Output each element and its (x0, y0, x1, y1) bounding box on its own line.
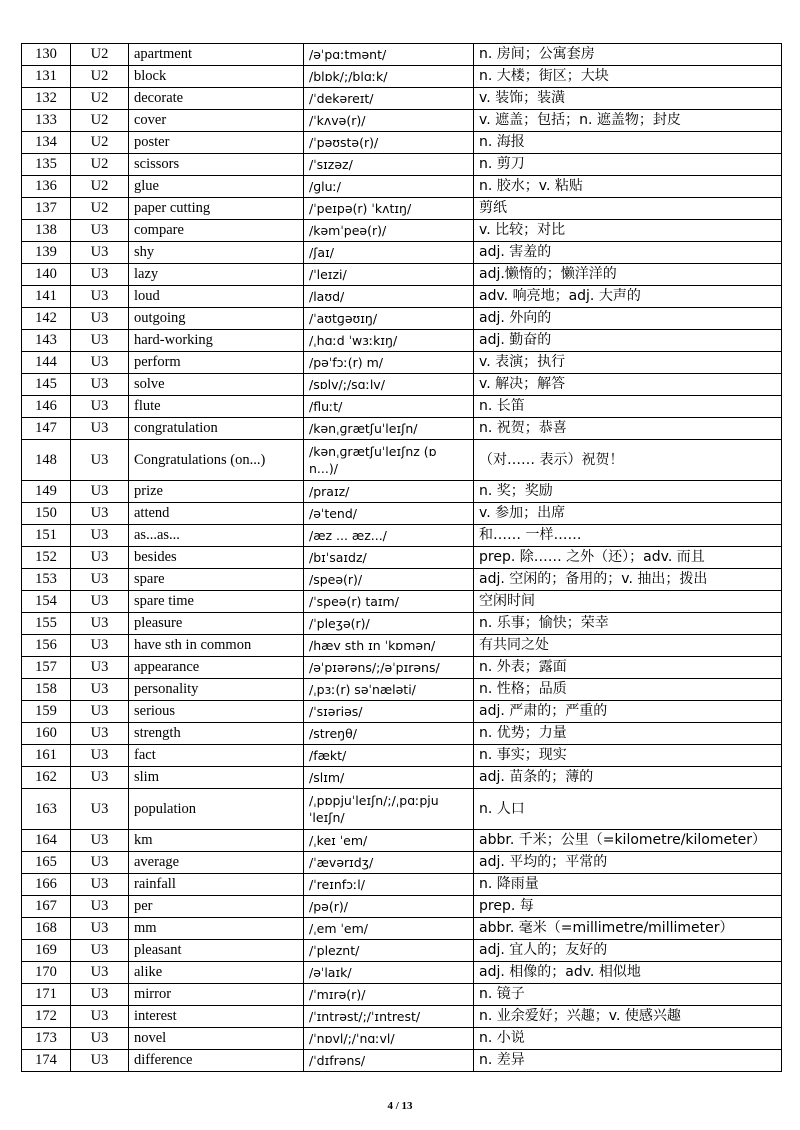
meaning: v. 比较；对比 (474, 220, 782, 242)
table-row (22, 701, 782, 723)
word: perform (129, 352, 304, 374)
table-row (22, 723, 782, 745)
pronunciation: /ˈpeɪpə(r) ˈkʌtɪŋ/ (304, 198, 474, 220)
word: slim (129, 767, 304, 789)
unit-label: U3 (71, 984, 129, 1006)
vocabulary-table (21, 43, 782, 1072)
entry-number: 148 (22, 440, 71, 481)
table-row (22, 286, 782, 308)
table-row (22, 396, 782, 418)
entry-number: 155 (22, 613, 71, 635)
table-row (22, 745, 782, 767)
unit-label: U3 (71, 525, 129, 547)
pronunciation: /fluːt/ (304, 396, 474, 418)
entry-number: 149 (22, 481, 71, 503)
entry-number: 168 (22, 918, 71, 940)
entry-number: 158 (22, 679, 71, 701)
entry-number: 141 (22, 286, 71, 308)
unit-label: U3 (71, 418, 129, 440)
unit-label: U2 (71, 154, 129, 176)
unit-label: U3 (71, 896, 129, 918)
word: hard-working (129, 330, 304, 352)
pronunciation: /streŋθ/ (304, 723, 474, 745)
meaning: v. 装饰；装潢 (474, 88, 782, 110)
entry-number: 172 (22, 1006, 71, 1028)
pronunciation: /ˌpɒpjuˈleɪʃn/;/ˌpɑːpju ˈleɪʃn/ (304, 789, 474, 830)
meaning: 剪纸 (474, 198, 782, 220)
word: poster (129, 132, 304, 154)
pronunciation: /ˈpleznt/ (304, 940, 474, 962)
meaning: v. 参加；出席 (474, 503, 782, 525)
entry-number: 153 (22, 569, 71, 591)
meaning: adj. 空闲的；备用的；v. 抽出；拨出 (474, 569, 782, 591)
word: apartment (129, 44, 304, 66)
table-row (22, 874, 782, 896)
word: rainfall (129, 874, 304, 896)
word: glue (129, 176, 304, 198)
table-row (22, 1028, 782, 1050)
unit-label: U2 (71, 88, 129, 110)
table-row (22, 481, 782, 503)
unit-label: U3 (71, 635, 129, 657)
table-row (22, 767, 782, 789)
meaning: adj. 宜人的；友好的 (474, 940, 782, 962)
word: attend (129, 503, 304, 525)
pronunciation: /ˈmɪrə(r)/ (304, 984, 474, 1006)
unit-label: U2 (71, 198, 129, 220)
word: personality (129, 679, 304, 701)
word: average (129, 852, 304, 874)
unit-label: U3 (71, 374, 129, 396)
unit-label: U3 (71, 1028, 129, 1050)
unit-label: U2 (71, 66, 129, 88)
pronunciation: /sɒlv/;/sɑːlv/ (304, 374, 474, 396)
pronunciation: /ˈævərɪdʒ/ (304, 852, 474, 874)
word: scissors (129, 154, 304, 176)
unit-label: U3 (71, 308, 129, 330)
table-row (22, 220, 782, 242)
entry-number: 161 (22, 745, 71, 767)
table-row (22, 918, 782, 940)
pronunciation: /əˈlaɪk/ (304, 962, 474, 984)
meaning: adj. 相像的；adv. 相似地 (474, 962, 782, 984)
word: lazy (129, 264, 304, 286)
pronunciation: /æz ... æz.../ (304, 525, 474, 547)
meaning: n. 乐事；愉快；荣幸 (474, 613, 782, 635)
unit-label: U3 (71, 874, 129, 896)
table-row (22, 613, 782, 635)
pronunciation: /ˌkeɪ ˈem/ (304, 830, 474, 852)
word: outgoing (129, 308, 304, 330)
word: mirror (129, 984, 304, 1006)
unit-label: U3 (71, 396, 129, 418)
table-row (22, 569, 782, 591)
table-row (22, 44, 782, 66)
table-row (22, 264, 782, 286)
pronunciation: /fækt/ (304, 745, 474, 767)
unit-label: U2 (71, 110, 129, 132)
meaning: n. 房间；公寓套房 (474, 44, 782, 66)
entry-number: 147 (22, 418, 71, 440)
table-row (22, 176, 782, 198)
pronunciation: /ˈkʌvə(r)/ (304, 110, 474, 132)
meaning: n. 降雨量 (474, 874, 782, 896)
word: spare time (129, 591, 304, 613)
table-row (22, 962, 782, 984)
entry-number: 133 (22, 110, 71, 132)
pronunciation: /ˈpleʒə(r)/ (304, 613, 474, 635)
pronunciation: /ˈspeə(r) taɪm/ (304, 591, 474, 613)
word: decorate (129, 88, 304, 110)
unit-label: U3 (71, 962, 129, 984)
table-row (22, 896, 782, 918)
pronunciation: /ɡluː/ (304, 176, 474, 198)
table-row (22, 110, 782, 132)
word: block (129, 66, 304, 88)
unit-label: U3 (71, 503, 129, 525)
word: pleasant (129, 940, 304, 962)
meaning: abbr. 千米；公里（=kilometre/kilometer） (474, 830, 782, 852)
unit-label: U3 (71, 852, 129, 874)
pronunciation: /əˈpɑːtmənt/ (304, 44, 474, 66)
word: population (129, 789, 304, 830)
table-row (22, 154, 782, 176)
entry-number: 139 (22, 242, 71, 264)
meaning: v. 解决；解答 (474, 374, 782, 396)
entry-number: 171 (22, 984, 71, 1006)
pronunciation: /ˈpəʊstə(r)/ (304, 132, 474, 154)
pronunciation: /bɪˈsaɪdz/ (304, 547, 474, 569)
entry-number: 159 (22, 701, 71, 723)
unit-label: U3 (71, 613, 129, 635)
pronunciation: /ˌhɑːd ˈwɜːkɪŋ/ (304, 330, 474, 352)
word: km (129, 830, 304, 852)
table-row (22, 308, 782, 330)
table-row (22, 525, 782, 547)
meaning: n. 人口 (474, 789, 782, 830)
table-row (22, 440, 782, 481)
table-row (22, 1050, 782, 1072)
pronunciation: /ˈsɪəriəs/ (304, 701, 474, 723)
meaning: n. 业余爱好；兴趣；v. 使感兴趣 (474, 1006, 782, 1028)
pronunciation: /hæv sth ɪn ˈkɒmən/ (304, 635, 474, 657)
table-row (22, 418, 782, 440)
table-row (22, 657, 782, 679)
entry-number: 167 (22, 896, 71, 918)
entry-number: 135 (22, 154, 71, 176)
unit-label: U3 (71, 789, 129, 830)
unit-label: U3 (71, 547, 129, 569)
table-row (22, 547, 782, 569)
unit-label: U3 (71, 918, 129, 940)
entry-number: 146 (22, 396, 71, 418)
table-row (22, 852, 782, 874)
meaning: （对…… 表示）祝贺！ (474, 440, 782, 481)
pronunciation: /ˈnɒvl/;/ˈnɑːvl/ (304, 1028, 474, 1050)
meaning: adj. 勤奋的 (474, 330, 782, 352)
unit-label: U3 (71, 286, 129, 308)
word: pleasure (129, 613, 304, 635)
unit-label: U3 (71, 767, 129, 789)
entry-number: 173 (22, 1028, 71, 1050)
unit-label: U3 (71, 264, 129, 286)
pronunciation: /əˈpɪərəns/;/əˈpɪrəns/ (304, 657, 474, 679)
table-row (22, 984, 782, 1006)
pronunciation: /ˌpɜː(r) səˈnæləti/ (304, 679, 474, 701)
meaning: abbr. 毫米（=millimetre/millimeter） (474, 918, 782, 940)
entry-number: 131 (22, 66, 71, 88)
meaning: n. 外表；露面 (474, 657, 782, 679)
word: prize (129, 481, 304, 503)
meaning: 和…… 一样…… (474, 525, 782, 547)
unit-label: U3 (71, 940, 129, 962)
pronunciation: /kənˌɡrætʃuˈleɪʃn/ (304, 418, 474, 440)
word: mm (129, 918, 304, 940)
entry-number: 134 (22, 132, 71, 154)
meaning: adv. 响亮地；adj. 大声的 (474, 286, 782, 308)
table-row (22, 679, 782, 701)
table-row (22, 1006, 782, 1028)
unit-label: U3 (71, 569, 129, 591)
pronunciation: /pə(r)/ (304, 896, 474, 918)
unit-label: U3 (71, 481, 129, 503)
entry-number: 166 (22, 874, 71, 896)
unit-label: U2 (71, 44, 129, 66)
meaning: n. 海报 (474, 132, 782, 154)
meaning: n. 事实；现实 (474, 745, 782, 767)
meaning: n. 剪刀 (474, 154, 782, 176)
table-row (22, 635, 782, 657)
entry-number: 160 (22, 723, 71, 745)
entry-number: 143 (22, 330, 71, 352)
unit-label: U3 (71, 657, 129, 679)
meaning: adj. 苗条的；薄的 (474, 767, 782, 789)
word: cover (129, 110, 304, 132)
pronunciation: /blɒk/;/blɑːk/ (304, 66, 474, 88)
pronunciation: /pəˈfɔː(r) m/ (304, 352, 474, 374)
unit-label: U3 (71, 242, 129, 264)
table-row (22, 66, 782, 88)
unit-label: U2 (71, 132, 129, 154)
meaning: prep. 除…… 之外（还）；adv. 而且 (474, 547, 782, 569)
unit-label: U2 (71, 176, 129, 198)
entry-number: 170 (22, 962, 71, 984)
meaning: v. 遮盖；包括；n. 遮盖物；封皮 (474, 110, 782, 132)
entry-number: 151 (22, 525, 71, 547)
unit-label: U3 (71, 830, 129, 852)
unit-label: U3 (71, 330, 129, 352)
entry-number: 144 (22, 352, 71, 374)
word: interest (129, 1006, 304, 1028)
pronunciation: /əˈtend/ (304, 503, 474, 525)
unit-label: U3 (71, 440, 129, 481)
entry-number: 154 (22, 591, 71, 613)
pronunciation: /ˈreɪnfɔːl/ (304, 874, 474, 896)
entry-number: 140 (22, 264, 71, 286)
unit-label: U3 (71, 1050, 129, 1072)
pronunciation: /ˈdekəreɪt/ (304, 88, 474, 110)
word: loud (129, 286, 304, 308)
entry-number: 162 (22, 767, 71, 789)
entry-number: 136 (22, 176, 71, 198)
word: paper cutting (129, 198, 304, 220)
unit-label: U3 (71, 679, 129, 701)
entry-number: 130 (22, 44, 71, 66)
meaning: n. 奖；奖励 (474, 481, 782, 503)
unit-label: U3 (71, 701, 129, 723)
entry-number: 169 (22, 940, 71, 962)
entry-number: 150 (22, 503, 71, 525)
entry-number: 157 (22, 657, 71, 679)
word: solve (129, 374, 304, 396)
meaning: n. 大楼；街区；大块 (474, 66, 782, 88)
meaning: adj. 害羞的 (474, 242, 782, 264)
table-row (22, 591, 782, 613)
word: as...as... (129, 525, 304, 547)
pronunciation: /ˈleɪzi/ (304, 264, 474, 286)
entry-number: 137 (22, 198, 71, 220)
meaning: adj. 平均的；平常的 (474, 852, 782, 874)
pronunciation: /ˈdɪfrəns/ (304, 1050, 474, 1072)
word: difference (129, 1050, 304, 1072)
word: congratulation (129, 418, 304, 440)
pronunciation: /ˈɪntrəst/;/ˈɪntrest/ (304, 1006, 474, 1028)
meaning: adj. 严肃的；严重的 (474, 701, 782, 723)
word: novel (129, 1028, 304, 1050)
word: spare (129, 569, 304, 591)
table-row (22, 352, 782, 374)
meaning: n. 优势；力量 (474, 723, 782, 745)
word: compare (129, 220, 304, 242)
entry-number: 138 (22, 220, 71, 242)
pronunciation: /ˈaʊtɡəʊɪŋ/ (304, 308, 474, 330)
word: besides (129, 547, 304, 569)
meaning: n. 祝贺；恭喜 (474, 418, 782, 440)
unit-label: U3 (71, 352, 129, 374)
entry-number: 164 (22, 830, 71, 852)
table-row (22, 789, 782, 830)
word: Congratulations (on...) (129, 440, 304, 481)
meaning: n. 胶水；v. 粘贴 (474, 176, 782, 198)
table-row (22, 830, 782, 852)
word: strength (129, 723, 304, 745)
meaning: n. 镜子 (474, 984, 782, 1006)
word: alike (129, 962, 304, 984)
entry-number: 142 (22, 308, 71, 330)
entry-number: 156 (22, 635, 71, 657)
unit-label: U3 (71, 591, 129, 613)
pronunciation: /kənˌɡrætʃuˈleɪʃnz (ɒ n...)/ (304, 440, 474, 481)
meaning: 空闲时间 (474, 591, 782, 613)
meaning: n. 差异 (474, 1050, 782, 1072)
pronunciation: /kəmˈpeə(r)/ (304, 220, 474, 242)
vocabulary-table-body (22, 44, 782, 1072)
entry-number: 152 (22, 547, 71, 569)
table-row (22, 132, 782, 154)
word: shy (129, 242, 304, 264)
page-number: 4 / 13 (387, 1100, 413, 1112)
entry-number: 132 (22, 88, 71, 110)
pronunciation: /ˌem ˈem/ (304, 918, 474, 940)
table-row (22, 88, 782, 110)
pronunciation: /ˈsɪzəz/ (304, 154, 474, 176)
unit-label: U3 (71, 1006, 129, 1028)
entry-number: 165 (22, 852, 71, 874)
entry-number: 163 (22, 789, 71, 830)
word: serious (129, 701, 304, 723)
unit-label: U3 (71, 220, 129, 242)
pronunciation: /laʊd/ (304, 286, 474, 308)
word: have sth in common (129, 635, 304, 657)
word: fact (129, 745, 304, 767)
unit-label: U3 (71, 745, 129, 767)
meaning: n. 小说 (474, 1028, 782, 1050)
table-row (22, 330, 782, 352)
table-row (22, 198, 782, 220)
entry-number: 145 (22, 374, 71, 396)
table-row (22, 374, 782, 396)
word: per (129, 896, 304, 918)
meaning: n. 长笛 (474, 396, 782, 418)
meaning: adj. 外向的 (474, 308, 782, 330)
table-row (22, 940, 782, 962)
meaning: v. 表演；执行 (474, 352, 782, 374)
pronunciation: /praɪz/ (304, 481, 474, 503)
pronunciation: /slɪm/ (304, 767, 474, 789)
meaning: n. 性格；品质 (474, 679, 782, 701)
meaning: adj.懒惰的；懒洋洋的 (474, 264, 782, 286)
word: appearance (129, 657, 304, 679)
table-row (22, 242, 782, 264)
meaning: 有共同之处 (474, 635, 782, 657)
word: flute (129, 396, 304, 418)
pronunciation: /speə(r)/ (304, 569, 474, 591)
entry-number: 174 (22, 1050, 71, 1072)
meaning: prep. 每 (474, 896, 782, 918)
table-row (22, 503, 782, 525)
unit-label: U3 (71, 723, 129, 745)
pronunciation: /ʃaɪ/ (304, 242, 474, 264)
